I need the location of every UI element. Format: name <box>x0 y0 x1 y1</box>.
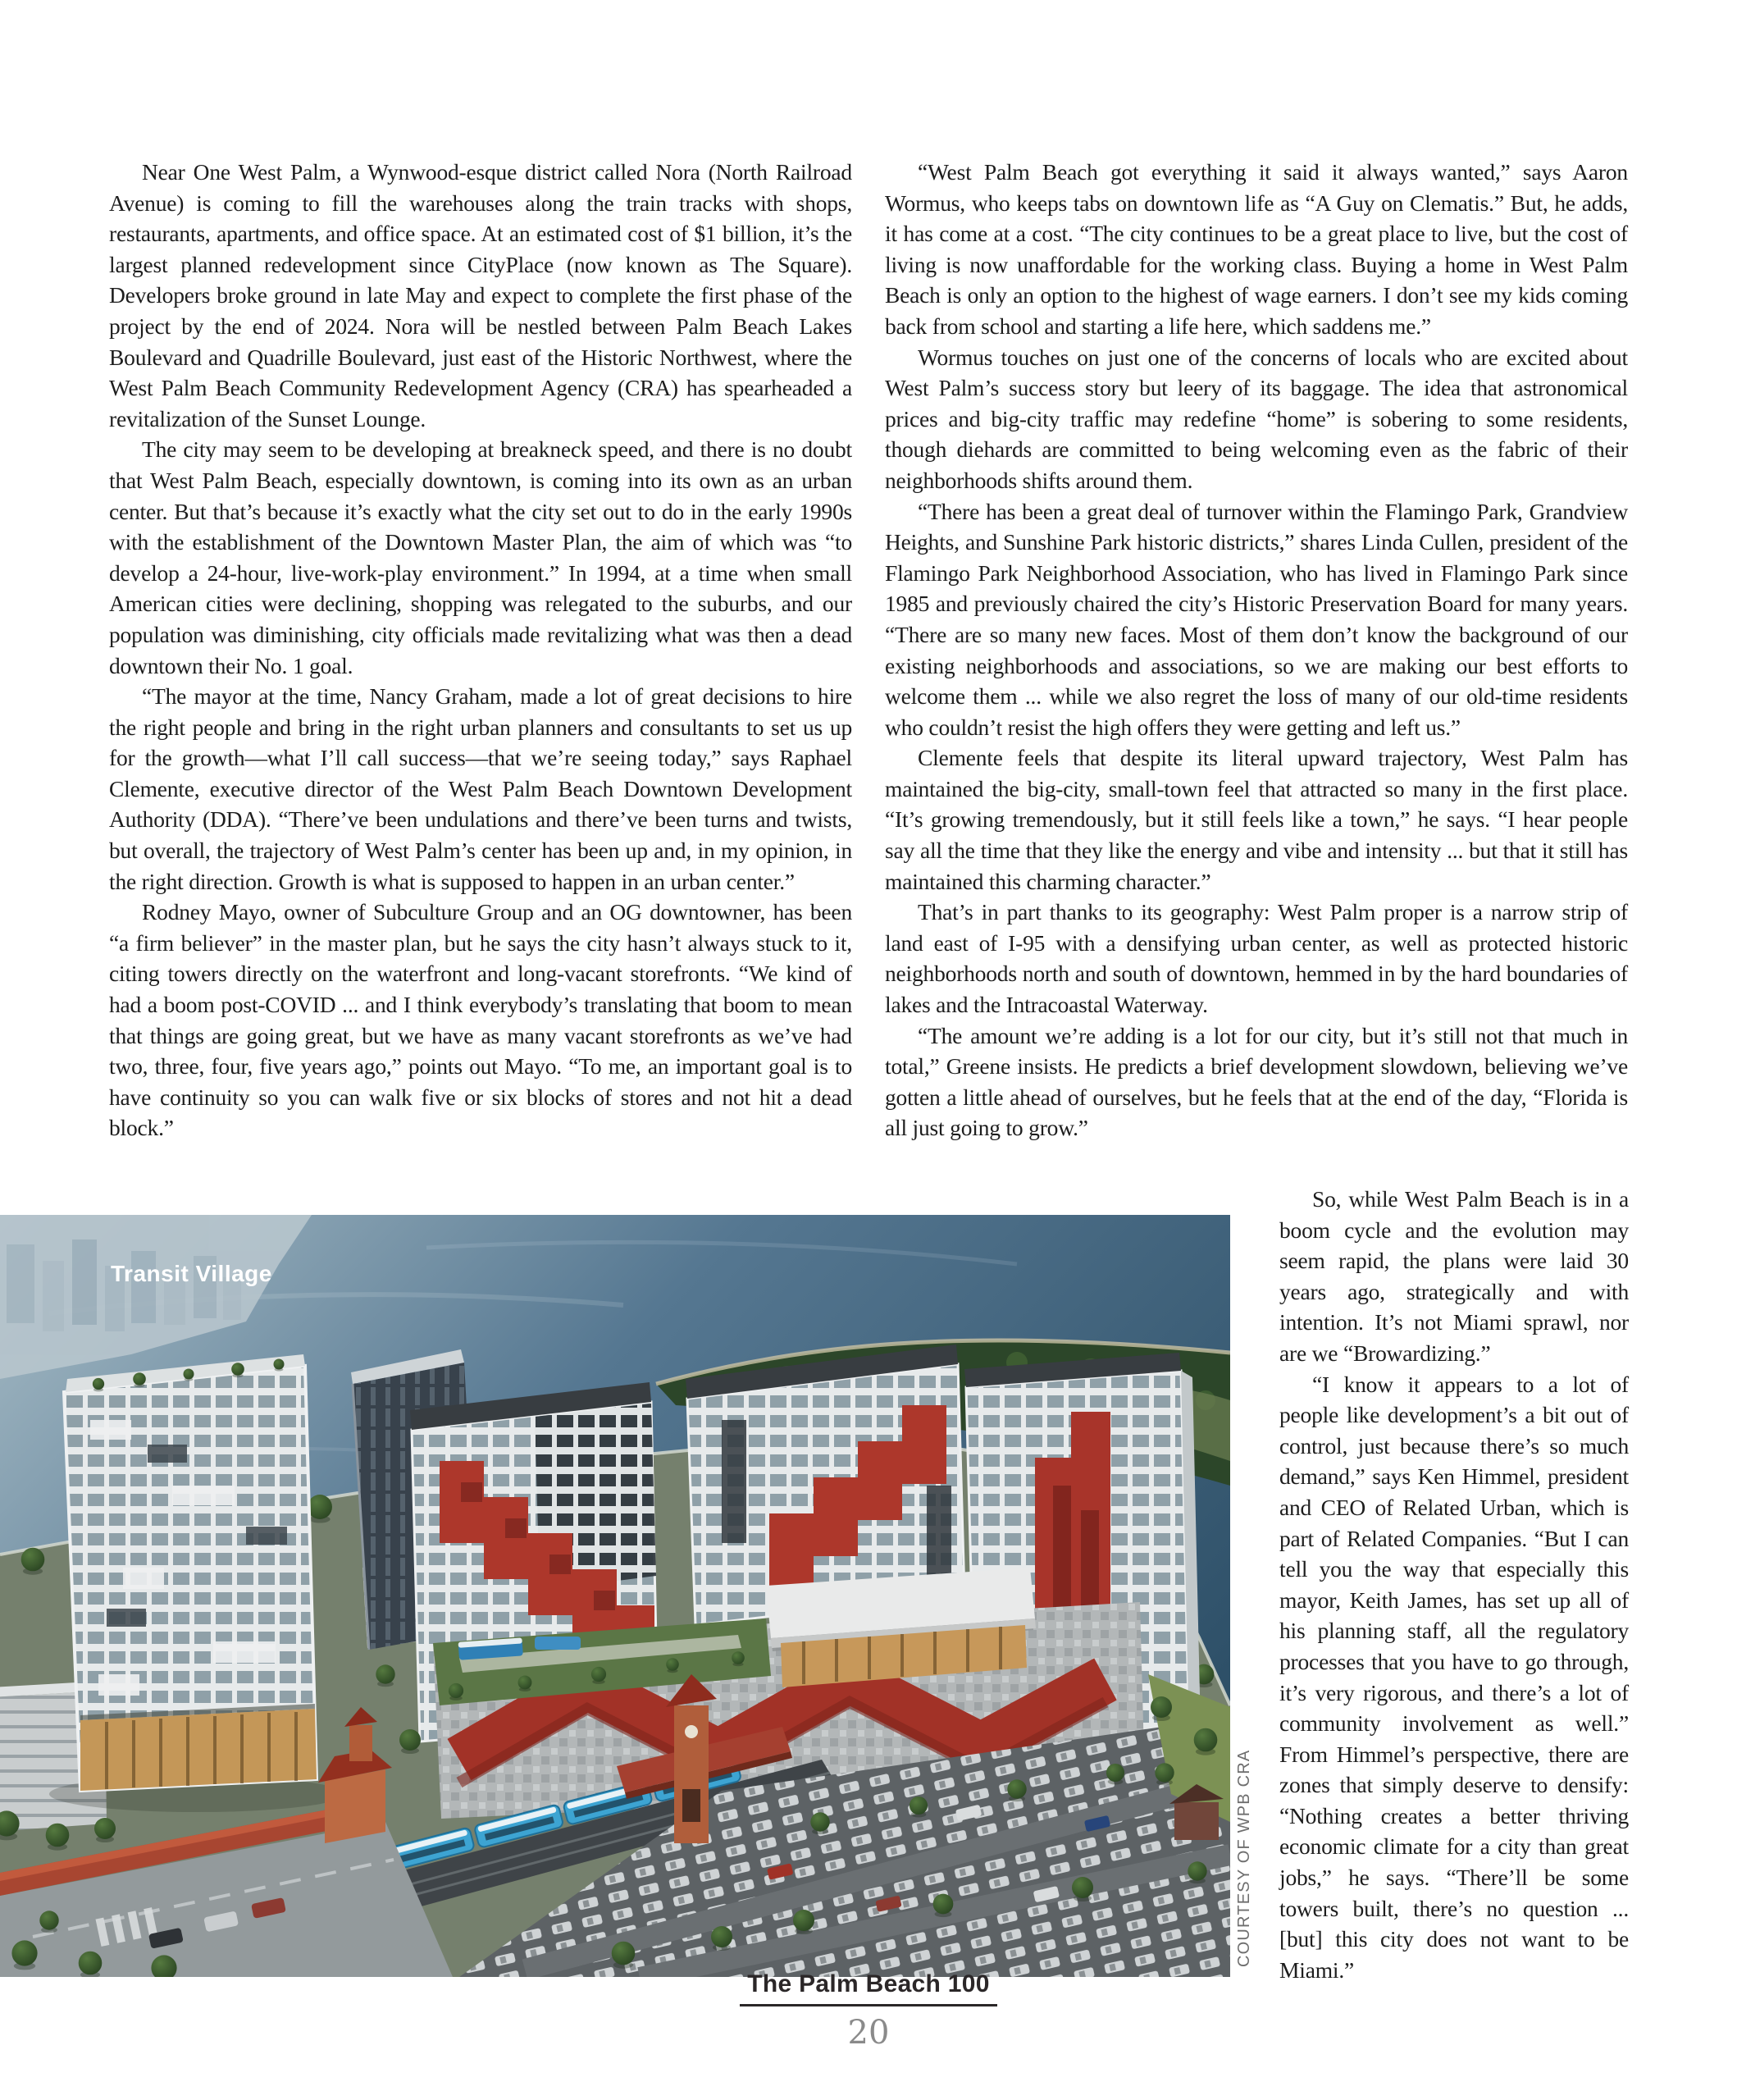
article-column-left <box>109 157 852 1144</box>
footer-title: The Palm Beach 100 <box>747 1970 990 1997</box>
footer-divider <box>740 2004 997 2006</box>
photo-label: Transit Village <box>111 1261 272 1286</box>
article-column-right <box>885 157 1628 1144</box>
article-column-wrap <box>1279 1184 1629 1985</box>
body-paragraph: That’s in part thanks to its geography: West Palm proper is a narrow strip of land east of I-95 with a densifying urban center, as well as protected historic neighborhoods north and south of downtown, hemmed in by the hard boundaries of lakes and the Intracoastal Waterway. <box>885 899 1628 1018</box>
page-number: 20 <box>847 2014 890 2052</box>
transit-village-rendering <box>0 1215 1230 1977</box>
tower-left <box>49 1354 344 1812</box>
body-paragraph: “The amount we’re adding is a lot for our city, but it’s still not that much in total,” Greene insists. He predicts a brief development slowdown, believing we’ve gotten a little ahead of ourselves, but he feels that at the end of the day, “Florida is all just going to grow.” <box>885 1022 1628 1141</box>
body-paragraph: Clemente feels that despite its literal upward trajectory, West Palm has maintained the big-city, small-town feel that attracted so many in the first place. “It’s growing tremendously, but it still feels like a town,” he says. “I hear people say all the time that they like the energy and vibe and intensity ... but that it still has maintained this charming character.” <box>885 745 1628 894</box>
page-footer <box>0 1970 1737 2052</box>
transit-village-photo <box>0 1215 1230 1977</box>
body-paragraph: So, while West Palm Beach is in a boom cycle and the evolution may seem rapid, the plans were laid 30 years ago, strategically and with intention. It’s not Miami sprawl, nor are we “Browardizing.” <box>1279 1186 1629 1366</box>
body-paragraph: “I know it appears to a lot of people like development’s a bit out of control, just because there’s so much demand,” says Ken Himmel, president and CEO of Related Urban, which is part of Related Companies. “But I can tell you the way that especially this mayor, Keith James, has set up all of his planning staff, all the regulatory processes that you have to go through, it’s very rigorous, and there’s a lot of community involvement as well.” From Himmel’s perspective, there are zones that simply deserve to densify: “Nothing creates a better thriving economic climate for a city than great jobs,” he says. “There’ll be some towers built, there’s no question ... [but] this city does not want to be Miami.” <box>1279 1371 1629 1983</box>
body-paragraph: “West Palm Beach got everything it said it always wanted,” says Aaron Wormus, who keeps tabs on downtown life as “A Guy on Clematis.” But, he adds, it has come at a cost. “The city continues to be a great place to live, but the cost of living is now unaffordable for the working class. Buying a home in West Palm Beach is only an option to the highest of wage earners. I don’t see my kids coming back from school and starting a life here, which saddens me.” <box>885 159 1628 339</box>
body-paragraph: Wormus touches on just one of the concerns of locals who are excited about West Palm’s success story but leery of its baggage. The idea that astronomical prices and big-city traffic may redefine “home” is sobering to some residents, though diehards are committed to being welcoming even as the fabric of their neighborhoods shifts around them. <box>885 344 1628 493</box>
body-paragraph: “The mayor at the time, Nancy Graham, made a lot of great decisions to hire the right people and bring in the right urban planners and consultants to set us up for the growth—what I’ll call success—that we’re seeing today,” says Raphael Clemente, executive director of the West Palm Beach Downtown Development Authority (DDA). “There’ve been undulations and there’ve been turns and twists, but overall, the trajectory of West Palm’s center has been up and, in my opinion, in the right direction. Growth is what is supposed to happen in an urban center.” <box>109 683 852 894</box>
body-paragraph: Rodney Mayo, owner of Subculture Group and an OG downtowner, has been “a firm believer” in the master plan, but he says the city hasn’t always stuck to it, citing towers directly on the waterfront and long-vacant storefronts. “We kind of had a boom post-COVID ... and I think everybody’s translating that boom to mean that things are going great, but we have as many vacant storefronts as we’ve had two, three, four, five years ago,” points out Mayo. “To me, an important goal is to have continuity so you can walk five or six blocks of stores and not hit a dead block.” <box>109 899 852 1141</box>
photo-credit: COURTESY OF WPB CRA <box>1235 1749 1253 1967</box>
body-paragraph: Near One West Palm, a Wynwood-esque district called Nora (North Railroad Avenue) is coming to fill the warehouses along the train tracks with shops, restaurants, apartments, and office space. At an estimated cost of $1 billion, it’s the largest planned redevelopment since CityPlace (now known as The Square). Developers broke ground in late May and expect to complete the first phase of the project by the end of 2024. Nora will be nestled between Palm Beach Lakes Boulevard and Quadrille Boulevard, just east of the Historic Northwest, where the West Palm Beach Community Redevelopment Agency (CRA) has spearheaded a revitalization of the Sunset Lounge. <box>109 159 852 431</box>
body-paragraph: “There has been a great deal of turnover within the Flamingo Park, Grandview Heights, and Sunshine Park historic districts,” shares Linda Cullen, president of the Flamingo Park Neighborhood Association, who has lived in Flamingo Park since 1985 and previously chaired the city’s Historic Preservation Board for many years. “There are so many new faces. Most of them don’t know the background of our existing neighborhoods and associations, so we are making our best efforts to welcome them ... while we also regret the loss of many of our old-time residents who couldn’t resist the high offers they were getting and left us.” <box>885 498 1628 740</box>
body-paragraph: The city may seem to be developing at breakneck speed, and there is no doubt that West Palm Beach, especially downtown, is coming into its own as an urban center. But that’s because it’s exactly what the city set out to do in the early 1990s with the establishment of the Downtown Master Plan, the aim of which was “to develop a 24-hour, live-work-play environment.” In 1994, at a time when small American cities were declining, shopping was relegated to the suburbs, and our population was diminishing, city officials made revitalizing what was then a dead downtown their No. 1 goal. <box>109 436 852 678</box>
